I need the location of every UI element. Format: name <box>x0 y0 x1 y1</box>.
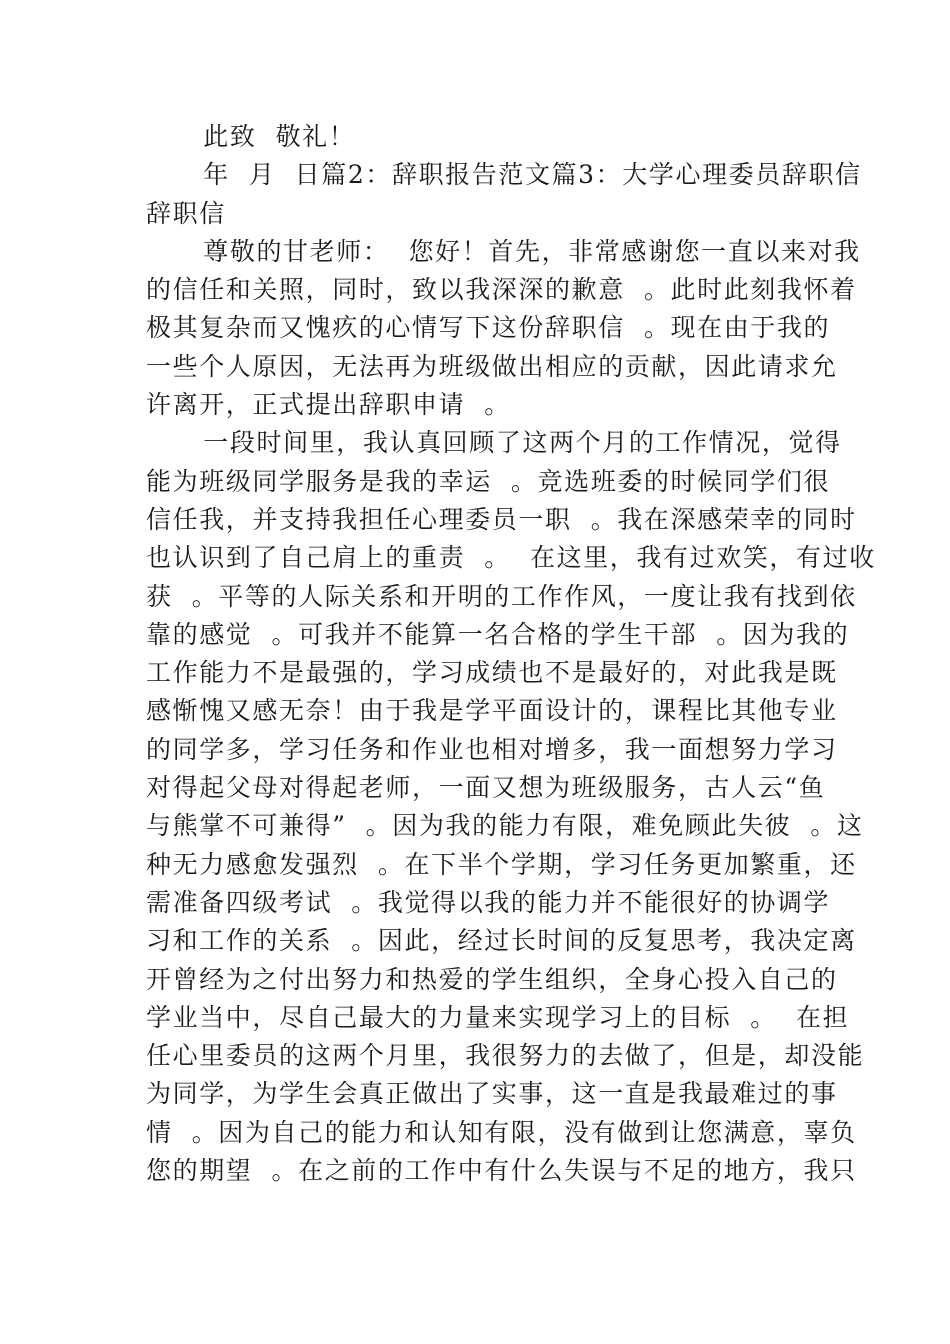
text-line: 开曾经为之付出努力和热爱的学生组织，全身心投入自己的 <box>146 964 838 994</box>
text-line: 一段时间里，我认真回顾了这两个月的工作情况，觉得 <box>146 428 842 458</box>
text-line: 工作能力不是最强的，学习成绩也不是最好的，对此我是既 <box>146 658 838 688</box>
text-line: 种无力感愈发强烈 。在下半个学期，学习任务更加繁重，还 <box>146 849 857 879</box>
text-line: 情 。因为自己的能力和认知有限，没有做到让您满意，辜负 <box>146 1117 857 1147</box>
text-line: 也认识到了自己肩上的重责 。 在这里，我有过欢笑，有过收 <box>146 543 876 573</box>
text-line: 获 。平等的人际关系和开明的工作作风，一度让我有找到依 <box>146 581 857 611</box>
text-line: 信任我，并支持我担任心理委员一职 。我在深感荣幸的同时 <box>146 504 857 534</box>
text-line: 与熊掌不可兼得” 。因为我的能力有限，难免顾此失彼 。这 <box>146 811 864 841</box>
text-line: 许离开，正式提出辞职申请 。 <box>146 390 511 420</box>
text-line: 需准备四级考试 。我觉得以我的能力并不能很好的协调学 <box>146 887 831 917</box>
text-line: 年 月 日篇2：辞职报告范文篇3：大学心理委员辞职信 <box>146 160 862 190</box>
text-line: 习和工作的关系 。因此，经过长时间的反复思考，我决定离 <box>146 926 857 956</box>
text-line: 您的期望 。在之前的工作中有什么失误与不足的地方，我只 <box>146 1156 857 1186</box>
text-line: 靠的感觉 。可我并不能算一名合格的学生干部 。因为我的 <box>146 619 850 649</box>
text-line: 为同学，为学生会真正做出了实事，这一直是我最难过的事 <box>146 1079 838 1109</box>
text-line: 感惭愧又感无奈！由于我是学平面设计的，课程比其他专业 <box>146 696 838 726</box>
text-line: 能为班级同学服务是我的幸运 。竞选班委的时候同学们很 <box>146 466 831 496</box>
text-line: 一些个人原因，无法再为班级做出相应的贡献，因此请求允 <box>146 351 838 381</box>
text-line: 的同学多，学习任务和作业也相对增多，我一面想努力学习 <box>146 734 838 764</box>
text-line: 学业当中，尽自己最大的力量来实现学习上的目标 。 在担 <box>146 1002 850 1032</box>
text-line: 任心里委员的这两个月里，我很努力的去做了，但是，却没能 <box>146 1041 865 1071</box>
letter-body <box>146 118 876 1190</box>
text-line: 此致 敬礼！ <box>146 122 356 151</box>
text-line: 的信任和关照，同时，致以我深深的歉意 。此时此刻我怀着 <box>146 275 857 305</box>
text-line: 极其复杂而又愧疚的心情写下这份辞职信 。现在由于我的 <box>146 313 831 343</box>
text-line: 尊敬的甘老师： 您好！首先，非常感谢您一直以来对我 <box>146 236 861 266</box>
text-line: 辞职信 <box>146 198 226 228</box>
text-line: 对得起父母对得起老师，一面又想为班级服务，古人云“鱼 <box>146 773 826 803</box>
